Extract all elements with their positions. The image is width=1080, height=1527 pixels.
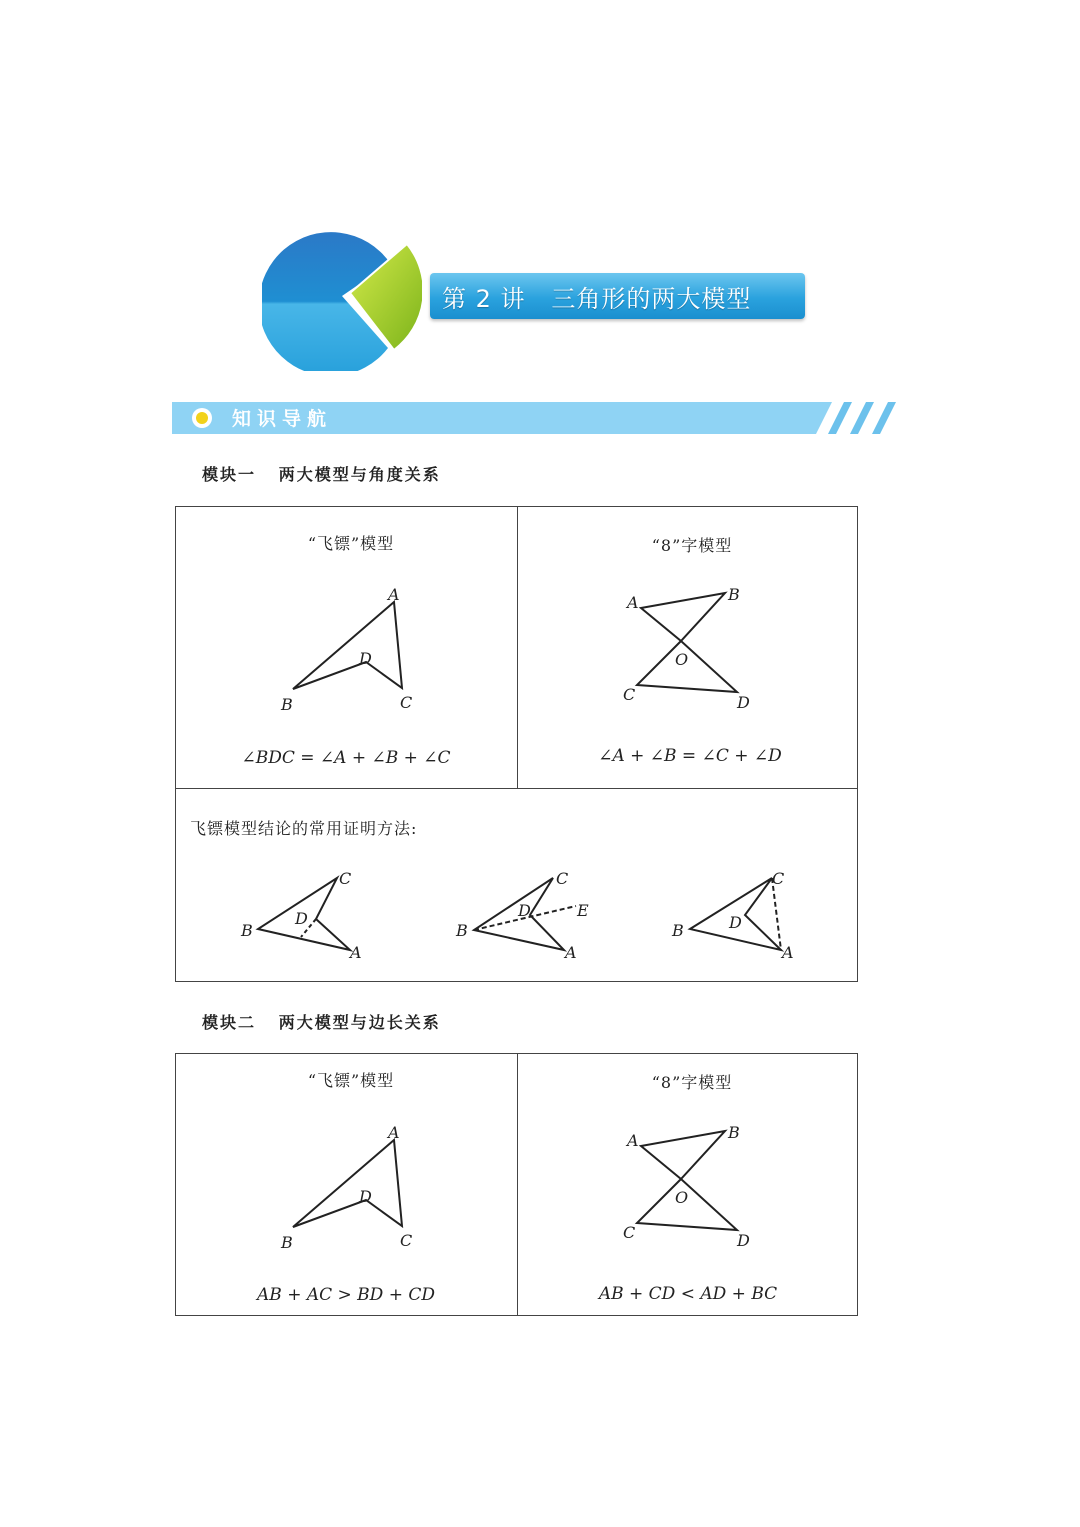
dart-angle-formula: ∠BDC = ∠A + ∠B + ∠C — [241, 748, 451, 768]
label-b: B — [728, 585, 740, 604]
label-a: A — [388, 585, 400, 604]
label-a: A — [388, 1123, 400, 1142]
label-a: A — [565, 943, 577, 962]
dart-figure — [276, 1118, 426, 1253]
label-c: C — [556, 869, 569, 888]
label-c: C — [339, 869, 352, 888]
module-two-heading: 模块二 两大模型与边长关系 — [202, 1013, 441, 1032]
label-d: D — [737, 1231, 750, 1250]
label-o: O — [675, 1188, 689, 1207]
dart-model-title: “飞镖”模型 — [307, 534, 395, 553]
proof-figure-2 — [450, 862, 600, 967]
label-o: O — [675, 650, 689, 669]
eight-model-title: “8”字模型 — [651, 1073, 733, 1092]
dart-side-formula: AB + AC > BD + CD — [257, 1285, 435, 1305]
proof-methods-intro: 飞镖模型结论的常用证明方法: — [190, 819, 418, 838]
label-d: D — [729, 913, 742, 932]
label-d: D — [359, 1187, 372, 1206]
label-a: A — [627, 593, 639, 612]
lecture-title: 第 2 讲 三角形的两大模型 — [442, 285, 752, 313]
module-one-heading: 模块一 两大模型与角度关系 — [202, 465, 441, 484]
banner-slash-icon — [828, 402, 896, 434]
label-c: C — [623, 685, 636, 704]
dart-model-title: “飞镖”模型 — [307, 1071, 395, 1090]
proof-figure-1 — [235, 862, 375, 967]
label-d: D — [359, 649, 372, 668]
eight-model-title: “8”字模型 — [651, 536, 733, 555]
label-b: B — [672, 921, 684, 940]
label-d: D — [737, 693, 750, 712]
label-c: C — [400, 1231, 413, 1250]
label-b: B — [281, 1233, 293, 1252]
label-c: C — [400, 693, 413, 712]
label-a: A — [350, 943, 362, 962]
eight-angle-formula: ∠A + ∠B = ∠C + ∠D — [598, 746, 782, 766]
pie-logo-icon — [262, 226, 422, 371]
label-b: B — [728, 1123, 740, 1142]
lecture-title-bar — [430, 273, 805, 319]
label-b: B — [241, 921, 253, 940]
label-d: D — [295, 909, 308, 928]
label-b: B — [456, 921, 468, 940]
label-d: D — [518, 901, 531, 920]
label-a: A — [627, 1131, 639, 1150]
dart-figure — [276, 580, 426, 715]
label-e: E — [577, 901, 589, 920]
eight-figure — [617, 580, 767, 715]
eight-side-formula: AB + CD < AD + BC — [598, 1284, 778, 1304]
label-b: B — [281, 695, 293, 714]
proof-figure-3 — [665, 862, 805, 967]
eight-figure — [617, 1118, 767, 1253]
label-c: C — [623, 1223, 636, 1242]
label-c: C — [772, 869, 785, 888]
section-banner-label: 知识导航 — [232, 408, 333, 430]
label-a: A — [782, 943, 794, 962]
